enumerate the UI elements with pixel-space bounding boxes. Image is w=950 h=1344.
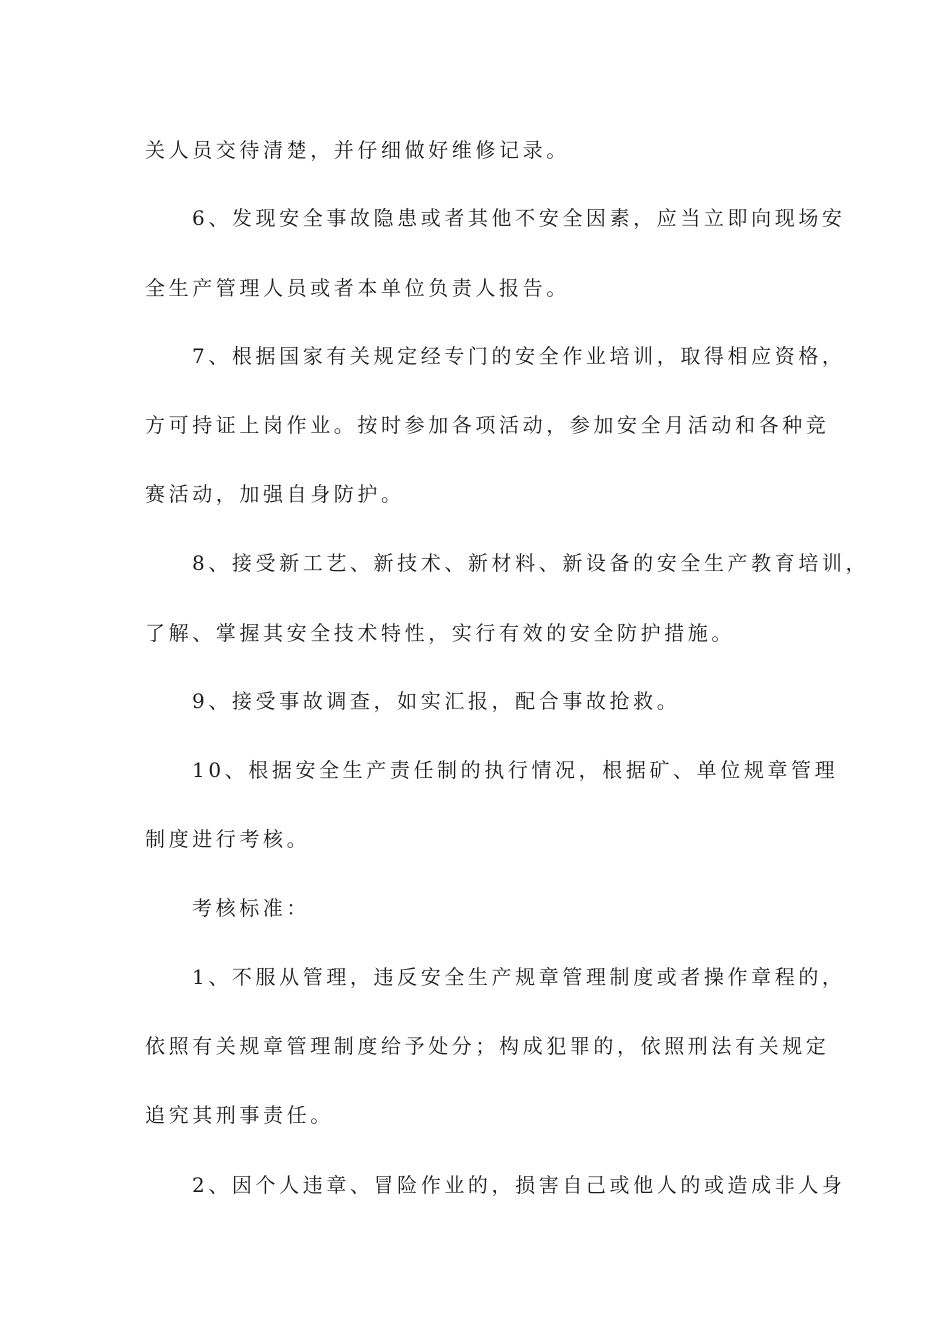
text-line: 7、根据国家有关规定经专门的安全作业培训，取得相应资格，	[192, 344, 846, 368]
section-heading: 考核标准：	[192, 896, 310, 920]
text-line: 全生产管理人员或者本单位负责人报告。	[145, 276, 570, 300]
text-line: 了解、掌握其安全技术特性，实行有效的安全防护措施。	[145, 621, 735, 645]
text-line: 依照有关规章管理制度给予处分；构成犯罪的，依照刑法有关规定	[145, 1034, 830, 1058]
text-line: 2、因个人违章、冒险作业的，损害自己或他人的或造成非人身	[192, 1173, 846, 1197]
text-line: 8、接受新工艺、新技术、新材料、新设备的安全生产教育培训，	[192, 551, 870, 575]
text-line: 1、不服从管理，违反安全生产规章管理制度或者操作章程的，	[192, 965, 846, 989]
text-line: 方可持证上岗作业。按时参加各项活动，参加安全月活动和各种竞	[145, 413, 830, 437]
text-line: 关人员交待清楚，并仔细做好维修记录。	[145, 138, 570, 162]
text-line: 追究其刑事责任。	[145, 1103, 334, 1127]
text-line: 制度进行考核。	[145, 827, 311, 851]
text-line: 6、发现安全事故隐患或者其他不安全因素，应当立即向现场安	[192, 206, 846, 230]
text-line: 10、根据安全生产责任制的执行情况，根据矿、单位规章管理	[192, 758, 839, 782]
text-line: 赛活动，加强自身防护。	[145, 482, 405, 506]
text-line: 9、接受事故调查，如实汇报，配合事故抢救。	[192, 689, 681, 713]
